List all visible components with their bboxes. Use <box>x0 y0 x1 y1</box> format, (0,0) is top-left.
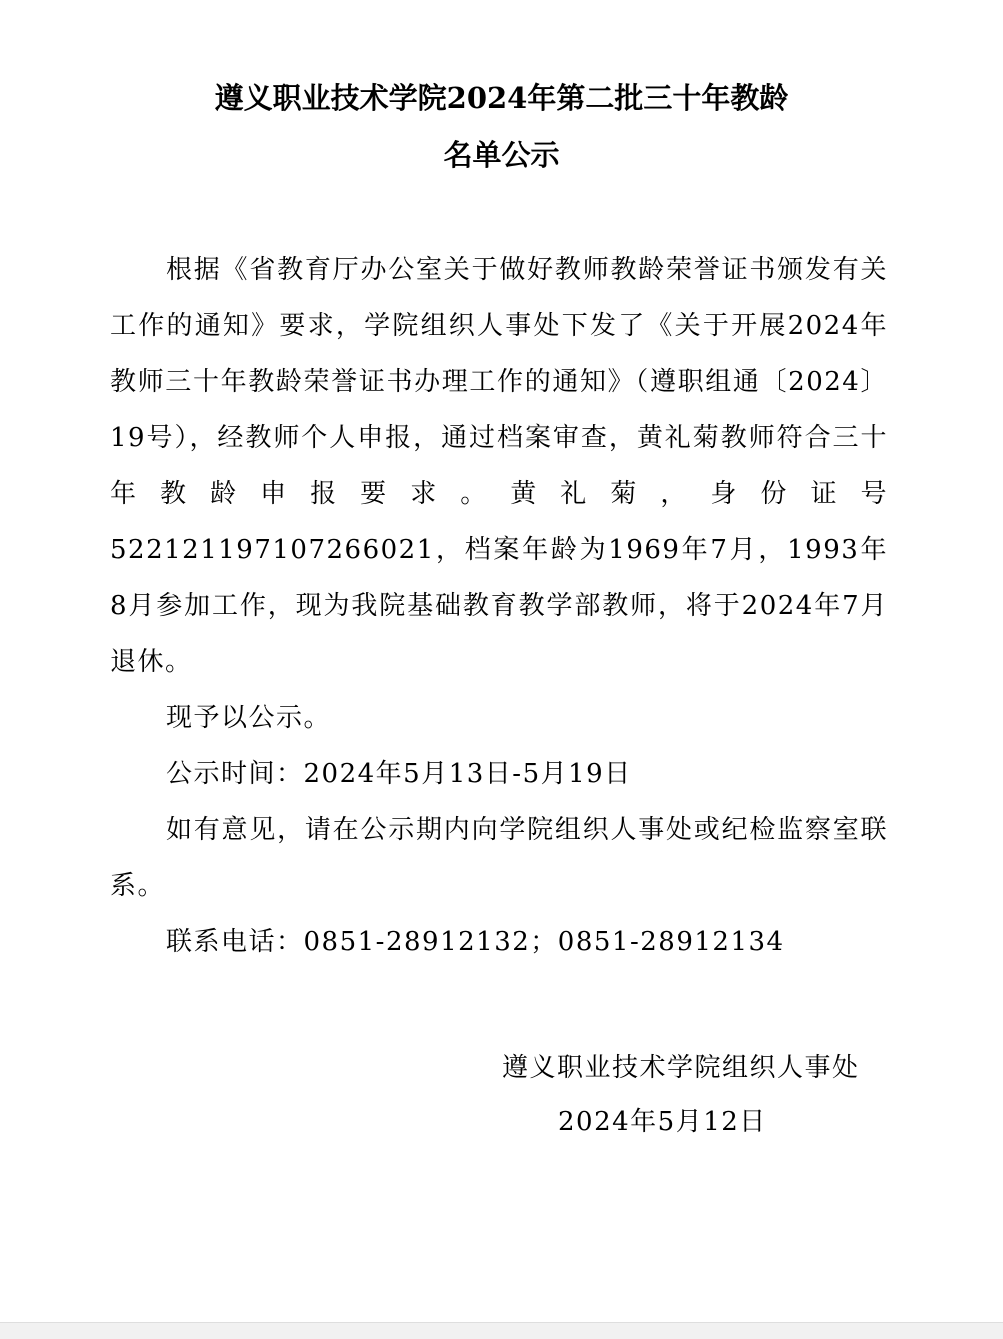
document-title: 遵义职业技术学院2024年第二批三十年教龄 <box>214 81 789 115</box>
document-subtitle: 名单公示 <box>443 138 560 172</box>
paragraph-main: 根据《省教育厅办公室关于做好教师教龄荣誉证书颁发有关工作的通知》要求，学院组织人事处下发了《关于开展2024年教师三十年教龄荣誉证书办理工作的通知》（遵职组通〔2024〕19号），经教师个人申报，通过档案审查，黄礼菊教师符合三十年教龄申报要求。黄礼菊，身份证号522121197107266021，档案年龄为1969年7月，1993年8月参加工作，现为我院基础教育教学部教师，将于2024年7月退休。 <box>110 255 888 677</box>
viewer-bottom-edge <box>0 1322 1003 1339</box>
signature-date: 2024年5月12日 <box>558 1107 767 1137</box>
signature-organization: 遵义职业技术学院组织人事处 <box>502 1053 860 1083</box>
document-body <box>110 242 888 970</box>
paragraph-feedback: 如有意见，请在公示期内向学院组织人事处或纪检监察室联系。 <box>110 815 888 901</box>
paragraph-contact: 联系电话：0851-28912132；0851-28912134 <box>166 927 785 957</box>
paragraph-period: 公示时间：2024年5月13日-5月19日 <box>166 759 632 789</box>
paragraph-announce: 现予以公示。 <box>166 703 332 733</box>
